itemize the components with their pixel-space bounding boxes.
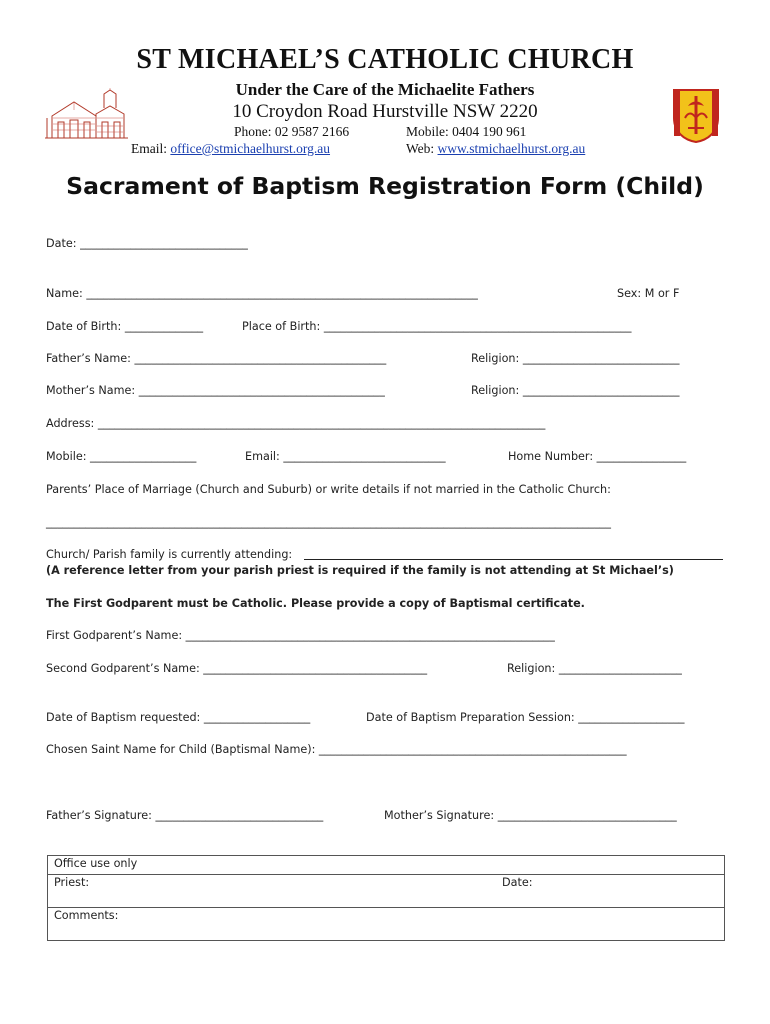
email-field[interactable]: Email: _____________________________ (245, 450, 446, 463)
marriage-line[interactable]: _____________________________________________________________________________________________________ (46, 516, 611, 529)
web-line (406, 141, 585, 157)
address-field[interactable]: Address: ________________________________________________________________________________ (46, 417, 546, 430)
office-comments-label: Comments: (54, 909, 119, 922)
saint-name-field[interactable]: Chosen Saint Name for Child (Baptismal Name): _______________________________________________________ (46, 743, 627, 756)
second-godparent-field[interactable]: Second Godparent’s Name: ________________________________________ (46, 662, 428, 675)
church-building-image (44, 88, 132, 142)
office-use-box (47, 855, 725, 941)
prep-session-field[interactable]: Date of Baptism Preparation Session: ___________________ (366, 711, 685, 724)
sex-field[interactable]: Sex: M or F (617, 287, 680, 300)
reference-note: (A reference letter from your parish priest is required if the family is not attending at St Michael’s) (46, 564, 674, 577)
office-heading-row (48, 856, 724, 875)
parish-input-line[interactable] (304, 559, 723, 560)
father-religion-field[interactable]: Religion: ____________________________ (471, 352, 680, 365)
place-of-birth-field[interactable]: Place of Birth: _______________________________________________________ (242, 320, 632, 333)
office-date-label: Date: (502, 876, 533, 889)
email-line (131, 141, 330, 157)
first-godparent-field[interactable]: First Godparent’s Name: __________________________________________________________________ (46, 629, 555, 642)
web-label: Web: (406, 141, 435, 156)
mother-signature-field[interactable]: Mother’s Signature: ________________________________ (384, 809, 677, 822)
email-label: Email: (131, 141, 167, 156)
mobile-number: 0404 190 961 (452, 124, 527, 139)
mother-religion-field[interactable]: Religion: ____________________________ (471, 384, 680, 397)
father-signature-field[interactable]: Father’s Signature: ______________________________ (46, 809, 324, 822)
second-godparent-religion-field[interactable]: Religion: ______________________ (507, 662, 682, 675)
care-line: Under the Care of the Michaelite Fathers (235, 80, 535, 99)
father-name-field[interactable]: Father’s Name: _____________________________________________ (46, 352, 387, 365)
mobile-line (406, 124, 526, 140)
home-number-field[interactable]: Home Number: ________________ (508, 450, 687, 463)
mobile-label: Mobile: (406, 124, 449, 139)
parish-label: Church/ Parish family is currently attending: (46, 548, 293, 561)
baptism-date-field[interactable]: Date of Baptism requested: ___________________ (46, 711, 311, 724)
church-address: 10 Croydon Road Hurstville NSW 2220 (232, 101, 538, 122)
email-link[interactable]: office@stmichaelhurst.org.au (170, 141, 331, 156)
form-title: Sacrament of Baptism Registration Form (Child) (66, 172, 704, 200)
mother-name-field[interactable]: Mother’s Name: ____________________________________________ (46, 384, 385, 397)
date-field[interactable]: Date: ______________________________ (46, 237, 248, 250)
marriage-prompt: Parents’ Place of Marriage (Church and Suburb) or write details if not married in the Catholic Church: (46, 483, 611, 496)
phone-label: Phone: (234, 124, 272, 139)
michaelite-emblem-image (668, 84, 724, 144)
mobile-field[interactable]: Mobile: ___________________ (46, 450, 197, 463)
office-heading: Office use only (54, 857, 138, 870)
dob-field[interactable]: Date of Birth: ______________ (46, 320, 204, 333)
phone-line (234, 124, 349, 140)
office-priest-row[interactable] (48, 875, 724, 908)
phone-number: 02 9587 2166 (274, 124, 350, 139)
name-field[interactable]: Name: ______________________________________________________________________ (46, 287, 478, 300)
web-link[interactable]: www.stmichaelhurst.org.au (437, 141, 586, 156)
church-name: ST MICHAEL’S CATHOLIC CHURCH (136, 44, 634, 75)
godparent-note: The First Godparent must be Catholic. Please provide a copy of Baptismal certificate. (46, 597, 585, 610)
office-priest-label: Priest: (54, 876, 90, 889)
